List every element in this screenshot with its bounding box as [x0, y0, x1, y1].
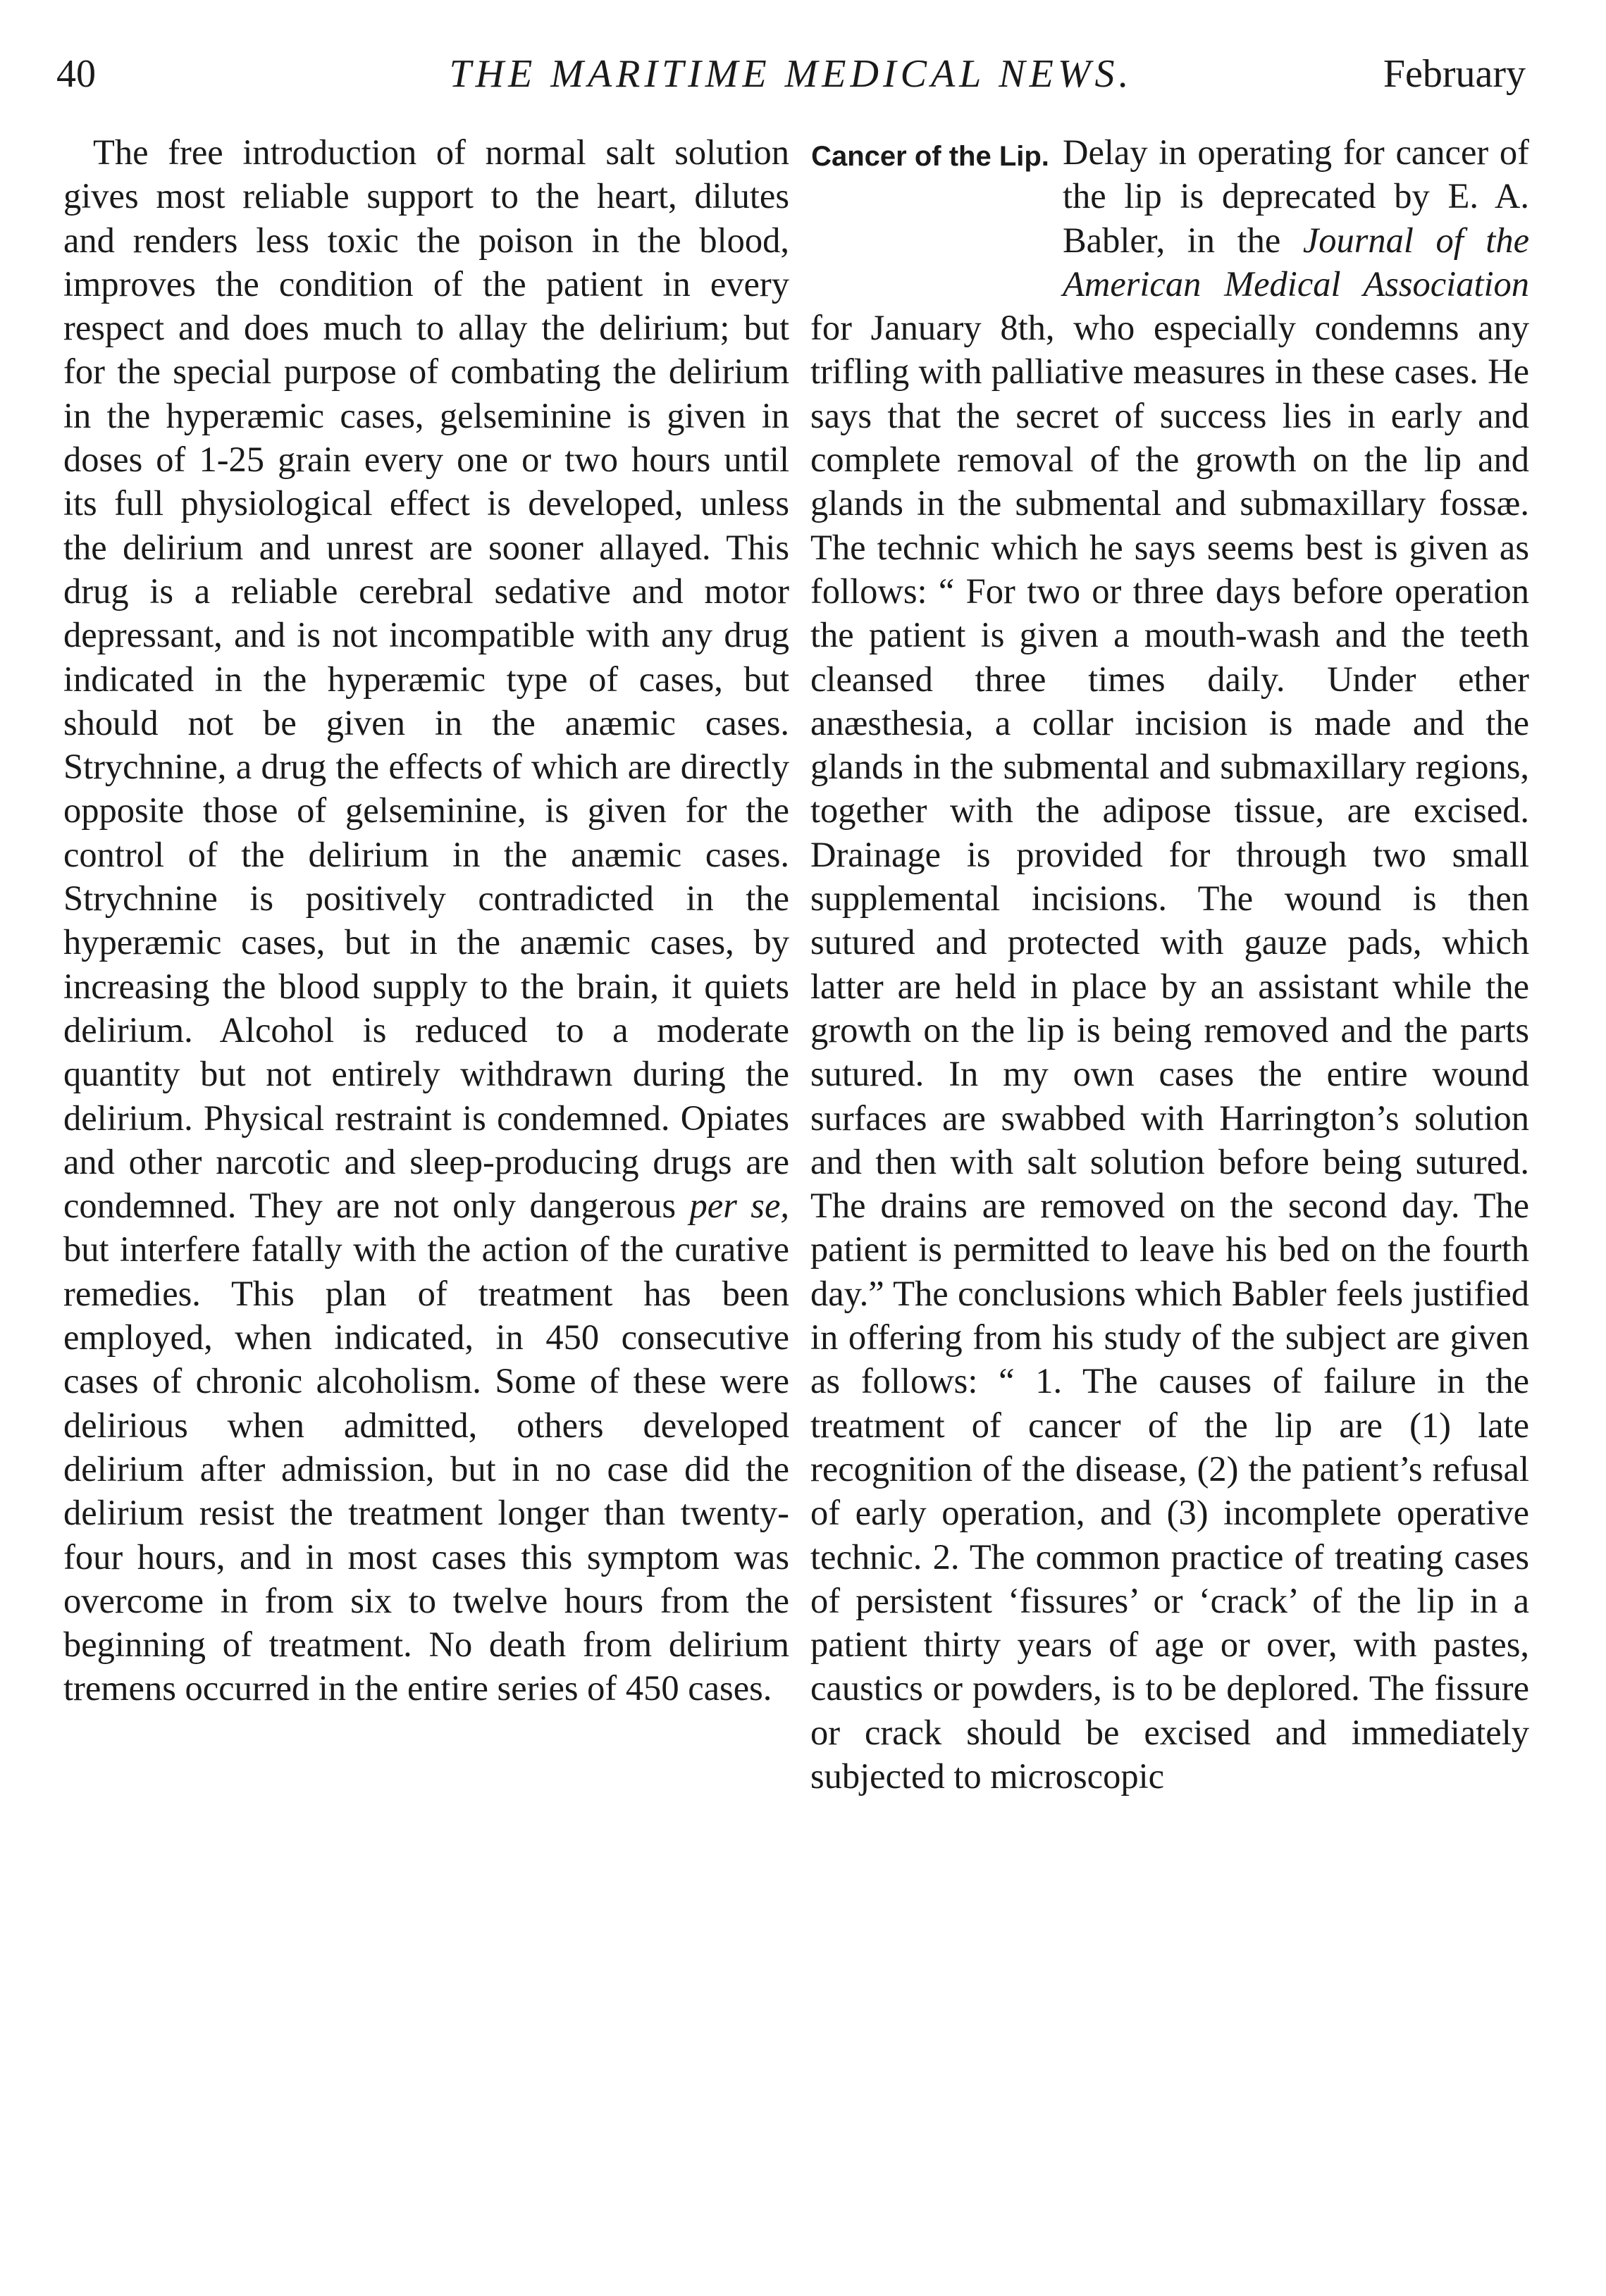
body-paragraph [63, 130, 789, 1711]
side-heading: Cancer of the Lip. [811, 141, 1049, 172]
body-paragraph [810, 130, 1529, 1798]
journal-title: Journal of the American Medical Association [1063, 220, 1529, 304]
left-column [63, 130, 789, 1711]
paragraph-text-start: Delay in operating for cancer of the lip is deprecated by E. A. Babler, in the [1063, 132, 1529, 260]
running-month: February [1383, 52, 1526, 96]
page-number: 40 [56, 52, 96, 96]
right-column [810, 130, 1529, 1798]
paragraph-text: The free introduction of normal salt solution gives most reliable support to the heart, dilutes and renders less toxic the poison in the blood, improves the condition of the patient in every respect and does much to allay the delirium; but for the special purpose of combating the delirium in the hyperæmic cases, gelseminine is given in doses of 1-25 grain every one or two hours until its full physiological effect is developed, unless the delirium and unrest are sooner allayed. This drug is a reliable cerebral sedative and motor depressant, and is not incompatible with any drug indicated in the hyperæmic type of cases, but should not be given in the anæmic cases. Strychnine, a drug the effects of which are directly opposite those of gelseminine, is given for the control of the delirium in the anæmic cases. Strychnine is positively contradicted in the hyperæmic cases, but in the anæmic cases, by increasing the blood supply to the brain, it quiets delirium. Alcohol is reduced to a moderate quantity but not entirely withdrawn during the delirium. Physical restraint is condemned. Opiates and other narcotic and sleep-producing drugs are condemned. They are not only dangerous [63, 132, 789, 1226]
latin-phrase: per se, [689, 1186, 789, 1226]
paragraph-text-end: but interfere fatally with the action of the curative remedies. This plan of treatment has been employed, when indicated, in 450 consecutive cases of chronic alcoholism. Some of these were delirious when admitted, others developed delirium after admission, but in no case did the delirium resist the treatment longer than twenty-four hours, and in most cases this symptom was overcome in from six to twelve hours from the beginning of treatment. No death from delirium tremens occurred in the entire series of 450 cases. [63, 1229, 789, 1708]
running-title: THE MARITIME MEDICAL NEWS. [449, 52, 1133, 96]
page-header [56, 42, 1526, 106]
paragraph-text-rest: for January 8th, who especially condemns any trifling with palliative measures in these cases. He says that the secret of success lies in early and complete removal of the growth on the lip and glands in the submental and submaxillary fossæ. The technic which he says seems best is given as follows: “ For two or three days before operation the patient is given a mouth-wash and the teeth cleansed three times daily. Under ether anæsthesia, a collar incision is made and the glands in the submental and submaxillary regions, together with the adipose tissue, are excised. Drainage is provided for through two small supplemental incisions. The wound is then sutured and protected with gauze pads, which latter are held in place by an assistant while the growth on the lip is being removed and the parts sutured. In my own cases the entire wound surfaces are swabbed with Harrington’s solution and then with salt solution before being sutured. The drains are removed on the second day. The patient is permitted to leave his bed on the fourth day.” The conclusions which Babler feels justified in offering from his study of the subject are given as follows: “ 1. The causes of failure in the treatment of cancer of the lip are (1) late recognition of the disease, (2) the patient’s refusal of early operation, and (3) incomplete operative technic. 2. The common practice of treating cases of persistent ‘fissures’ or ‘crack’ of the lip in a patient thirty years of age or over, with pastes, caustics or powders, is to be deplored. The fissure or crack should be excised and immediately subjected to microscopic [810, 308, 1529, 1796]
